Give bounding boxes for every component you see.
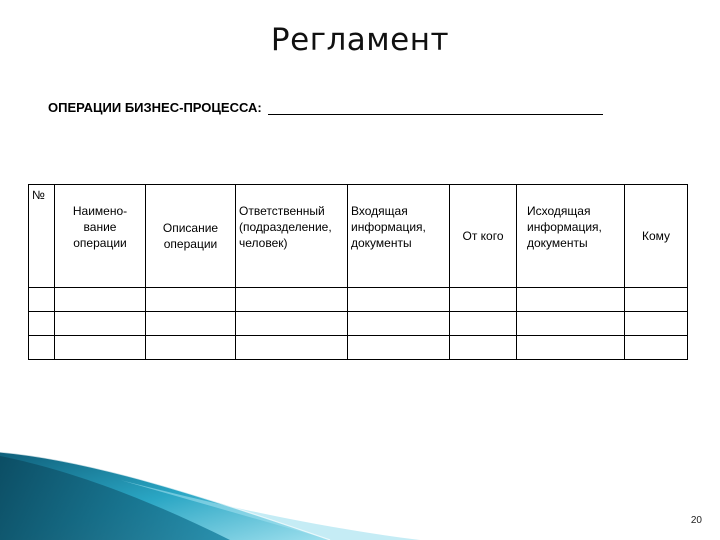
header-number: № <box>29 185 55 288</box>
table-cell[interactable] <box>146 336 236 360</box>
page-number: 20 <box>690 515 702 526</box>
table-cell[interactable] <box>55 312 146 336</box>
table-cell[interactable] <box>517 336 625 360</box>
table-cell[interactable] <box>55 288 146 312</box>
header-operation-description: Описание операции <box>146 185 236 288</box>
table-cell[interactable] <box>348 336 450 360</box>
table-cell[interactable] <box>146 288 236 312</box>
header-responsible: Ответственный (подразделение, человек) <box>236 185 348 288</box>
table-cell[interactable] <box>517 312 625 336</box>
table-cell[interactable] <box>625 312 688 336</box>
decorative-wave <box>0 440 720 540</box>
table-cell[interactable] <box>146 312 236 336</box>
table-row <box>29 336 688 360</box>
header-to-whom: Кому <box>625 185 688 288</box>
table-cell[interactable] <box>29 312 55 336</box>
table-cell[interactable] <box>236 288 348 312</box>
operations-line <box>48 95 603 115</box>
table-cell[interactable] <box>236 336 348 360</box>
table-cell[interactable] <box>348 288 450 312</box>
table-cell[interactable] <box>625 288 688 312</box>
table-cell[interactable] <box>450 288 517 312</box>
table-cell[interactable] <box>236 312 348 336</box>
table-row <box>29 288 688 312</box>
header-operation-name: Наимено- вание операции <box>55 185 146 288</box>
table-cell[interactable] <box>29 336 55 360</box>
table-header-row <box>29 185 688 288</box>
slide-title: Регламент <box>270 22 450 58</box>
table-cell[interactable] <box>29 288 55 312</box>
table-cell[interactable] <box>625 336 688 360</box>
table-cell[interactable] <box>450 312 517 336</box>
operations-label: ОПЕРАЦИИ БИЗНЕС-ПРОЦЕССА: <box>48 100 262 115</box>
header-incoming-info: Входящая информация, документы <box>348 185 450 288</box>
table-cell[interactable] <box>348 312 450 336</box>
header-from-whom: От кого <box>450 185 517 288</box>
table-cell[interactable] <box>517 288 625 312</box>
regulation-table <box>28 184 688 360</box>
operations-blank-field <box>268 100 603 115</box>
table-row <box>29 312 688 336</box>
table-cell[interactable] <box>55 336 146 360</box>
table-cell[interactable] <box>450 336 517 360</box>
header-outgoing-info: Исходящая информация, документы <box>517 185 625 288</box>
